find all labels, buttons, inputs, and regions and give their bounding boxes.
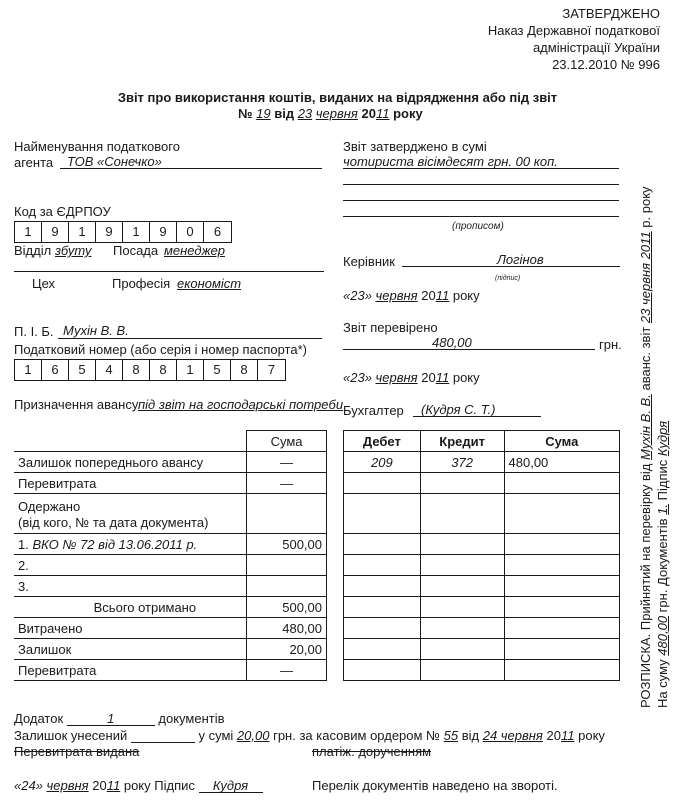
tax-digit: 5 xyxy=(69,360,96,380)
date2-year-prefix: 20 xyxy=(421,370,436,385)
tax-number-code xyxy=(14,359,286,381)
order-from: від xyxy=(461,728,480,743)
credit-value: 372 xyxy=(420,452,504,473)
date1-year-suffix: 11 xyxy=(435,288,450,303)
amount-header: Сума xyxy=(504,431,619,452)
receipt-docs: 1. xyxy=(655,504,670,515)
order-year-word: року xyxy=(578,728,605,743)
table-row xyxy=(344,494,620,534)
row-label: Залишок xyxy=(14,639,247,660)
edrpou-label: Код за ЄДРПОУ xyxy=(14,204,111,219)
checked-value: 480,00 xyxy=(432,335,472,350)
tax-number-label: Податковий номер (або серія і номер паспорта*) xyxy=(14,342,307,357)
docs-note: Перелік документів наведено на звороті. xyxy=(312,778,558,793)
footer-day: «24» xyxy=(14,778,43,793)
agent-label-1: Найменування податкового xyxy=(14,139,180,154)
row-value: 500,00 xyxy=(247,534,327,555)
approved-line-2 xyxy=(343,184,619,185)
paid-label: Залишок унесений xyxy=(14,728,128,743)
paid-currency: грн. xyxy=(273,728,296,743)
table-row xyxy=(14,494,327,534)
row-label: 3. xyxy=(14,576,247,597)
approval-line-3: адміністрації України xyxy=(532,40,660,55)
head-value: Логінов xyxy=(497,252,544,267)
date2-month: червня xyxy=(375,370,418,385)
tax-digit: 8 xyxy=(150,360,177,380)
approval-line-1: ЗАТВЕРДЖЕНО xyxy=(562,6,660,21)
tax-digit: 5 xyxy=(204,360,231,380)
row-value: — xyxy=(247,473,327,494)
row-sublabel: (від кого, № та дата документа) xyxy=(18,514,209,530)
row-value xyxy=(247,494,327,534)
table-row xyxy=(344,660,620,681)
payment-order: платіж. дорученням xyxy=(312,744,432,759)
table-row xyxy=(14,452,327,473)
edrpou-digit: 9 xyxy=(96,222,123,242)
sign-hint: (підпис) xyxy=(495,275,521,282)
receipt-line-2 xyxy=(654,421,671,708)
tax-digit: 8 xyxy=(231,360,258,380)
remainder-line xyxy=(14,728,605,743)
row-label: Витрачено xyxy=(14,618,247,639)
receipt-sign: Кудря xyxy=(655,420,670,457)
checked-label: Звіт перевірено xyxy=(343,320,438,335)
report-day: 23 xyxy=(297,106,313,121)
table-row xyxy=(344,452,620,473)
amount-value: 480,00 xyxy=(504,452,619,473)
row-value: — xyxy=(247,660,327,681)
table-row xyxy=(344,618,620,639)
receipt-text-1b: аванс. звіт xyxy=(638,326,653,391)
person-underline xyxy=(58,338,322,339)
receipt-name: Мухін В. В. xyxy=(638,394,653,460)
debit-header: Дебет xyxy=(344,431,421,452)
table-row xyxy=(14,473,327,494)
accounting-table xyxy=(343,430,620,681)
table-row xyxy=(14,660,327,681)
year-prefix: 20 xyxy=(361,106,376,121)
row-label: Всього отримано xyxy=(14,597,247,618)
paid-sum: 20,00 xyxy=(236,728,270,743)
order-number: 55 xyxy=(443,728,459,743)
row-value: — xyxy=(247,452,327,473)
attach-value: 1 xyxy=(67,712,155,726)
in-words-hint: (прописом) xyxy=(452,221,504,232)
advance-table xyxy=(14,430,327,681)
edrpou-digit: 6 xyxy=(213,224,222,239)
table-row xyxy=(14,555,327,576)
profession-label: Професія xyxy=(112,276,171,291)
footer-sign-label: Підпис xyxy=(154,778,195,793)
tax-digit: 4 xyxy=(96,360,123,380)
tax-digit: 8 xyxy=(123,360,150,380)
row-value: 480,00 xyxy=(247,618,327,639)
from-label: від xyxy=(274,106,295,121)
row-label: Одержано xyxy=(18,498,81,514)
checked-currency: грн. xyxy=(599,337,622,352)
receipt-text-2c: Підпис xyxy=(655,459,670,501)
row-label: Залишок попереднього авансу xyxy=(14,452,247,473)
paid-mid: у сумі xyxy=(198,728,234,743)
purpose-label: Призначення авансу xyxy=(14,397,139,412)
approval-date xyxy=(343,288,480,303)
table-row xyxy=(344,576,620,597)
table-row xyxy=(344,597,620,618)
row-label: 1. xyxy=(18,536,29,552)
tax-digit: 7 xyxy=(267,362,276,377)
table-row xyxy=(344,555,620,576)
debit-value: 209 xyxy=(344,452,421,473)
report-month: червня xyxy=(315,106,358,121)
order-label: за касовим ордером № xyxy=(299,728,440,743)
table-row xyxy=(344,639,620,660)
head-label: Керівник xyxy=(343,254,395,269)
edrpou-digit: 9 xyxy=(150,222,177,242)
approved-line-4 xyxy=(343,216,619,217)
edrpou-digit: 0 xyxy=(177,222,204,242)
table-row xyxy=(14,576,327,597)
agent-value: ТОВ «Сонечко» xyxy=(67,154,162,169)
attach-word: документів xyxy=(158,711,225,726)
footer-sign-value: Кудря xyxy=(199,779,263,793)
row-label: Перевитрата xyxy=(14,473,247,494)
edrpou-digit: 1 xyxy=(69,222,96,242)
row-value: 500,00 xyxy=(247,597,327,618)
profession-value: економіст xyxy=(177,276,242,291)
number-label: № xyxy=(238,106,253,121)
approval-line-2: Наказ Державної податкової xyxy=(487,23,660,38)
approved-value: чотириста вісімдесят грн. 00 коп. xyxy=(343,154,558,169)
report-title: Звіт про використання коштів, виданих на відрядження або під звіт xyxy=(117,90,558,105)
received-cell xyxy=(14,494,247,534)
divider-department xyxy=(14,271,324,272)
receipt-line-1 xyxy=(637,186,654,708)
table-row xyxy=(344,473,620,494)
year-word: року xyxy=(393,106,423,121)
order-year-suffix: 11 xyxy=(560,728,575,743)
row-value xyxy=(247,576,327,597)
date2-year-word: року xyxy=(452,370,480,385)
date1-year-prefix: 20 xyxy=(421,288,436,303)
table-row xyxy=(344,534,620,555)
receipt-sum: 480,00 xyxy=(655,615,670,656)
date2-day: «23» xyxy=(343,370,372,385)
paid-blank xyxy=(131,729,195,743)
check-date xyxy=(343,370,480,385)
receipt-text-1c: р. року xyxy=(638,186,653,228)
footer-year-suffix: 11 xyxy=(106,778,121,793)
approved-line-3 xyxy=(343,200,619,201)
purpose-value: під звіт на господарські потреби xyxy=(138,397,344,412)
report-number: 19 xyxy=(256,106,271,121)
table-row xyxy=(14,618,327,639)
receipt-text-2b: грн. Документів xyxy=(655,518,670,613)
row-doc: ВКО № 72 від 13.06.2011 р. xyxy=(32,536,198,552)
edrpou-digit: 9 xyxy=(42,222,69,242)
row-value xyxy=(247,555,327,576)
date2-year-suffix: 11 xyxy=(435,370,450,385)
overspend-issued: Перевитрата видана xyxy=(14,744,140,759)
row-label: 2. xyxy=(14,555,247,576)
shop-label: Цех xyxy=(32,276,56,291)
report-number-line xyxy=(238,106,423,121)
approved-label: Звіт затверджено в сумі xyxy=(343,139,487,154)
order-date: 24 червня xyxy=(482,728,543,743)
agent-label-2: агента xyxy=(14,155,54,170)
receipt-text-2a: На суму xyxy=(655,659,670,708)
person-value: Мухін В. В. xyxy=(63,323,129,338)
department-label: Відділ xyxy=(14,243,52,258)
receipt-date: 23 червня 2011 xyxy=(638,231,653,324)
order-year-prefix: 20 xyxy=(546,728,561,743)
tax-digit: 6 xyxy=(42,360,69,380)
tax-digit: 1 xyxy=(177,360,204,380)
position-label: Посада xyxy=(113,243,159,258)
table-row xyxy=(14,597,327,618)
position-value: менеджер xyxy=(164,243,225,258)
year-suffix: 11 xyxy=(375,106,390,121)
footer-year-word: року xyxy=(123,778,151,793)
footer-month: червня xyxy=(46,778,89,793)
footer-year-prefix: 20 xyxy=(92,778,107,793)
table-row xyxy=(14,639,327,660)
row-label-cell xyxy=(14,534,247,555)
approval-line-4: 23.12.2010 № 996 xyxy=(552,57,660,72)
row-label: Перевитрата xyxy=(14,660,247,681)
edrpou-code xyxy=(14,221,232,243)
accountant-value: (Кудря С. Т.) xyxy=(421,402,496,417)
attachment-line xyxy=(14,711,225,726)
edrpou-digit: 1 xyxy=(123,222,150,242)
table-row xyxy=(14,534,327,555)
person-label: П. І. Б. xyxy=(14,324,54,339)
department-value: збуту xyxy=(55,243,92,258)
edrpou-digit: 1 xyxy=(15,222,42,242)
sum-header: Сума xyxy=(247,431,327,452)
attach-label: Додаток xyxy=(14,711,64,726)
credit-header: Кредит xyxy=(420,431,504,452)
receipt-text-1a: РОЗПИСКА. Прийнятий на перевірку від xyxy=(638,463,653,708)
tax-digit: 1 xyxy=(15,360,42,380)
accountant-label: Бухгалтер xyxy=(343,403,404,418)
date1-day: «23» xyxy=(343,288,372,303)
signature-date-line xyxy=(14,778,263,793)
row-value: 20,00 xyxy=(247,639,327,660)
date1-month: червня xyxy=(375,288,418,303)
date1-year-word: року xyxy=(452,288,480,303)
